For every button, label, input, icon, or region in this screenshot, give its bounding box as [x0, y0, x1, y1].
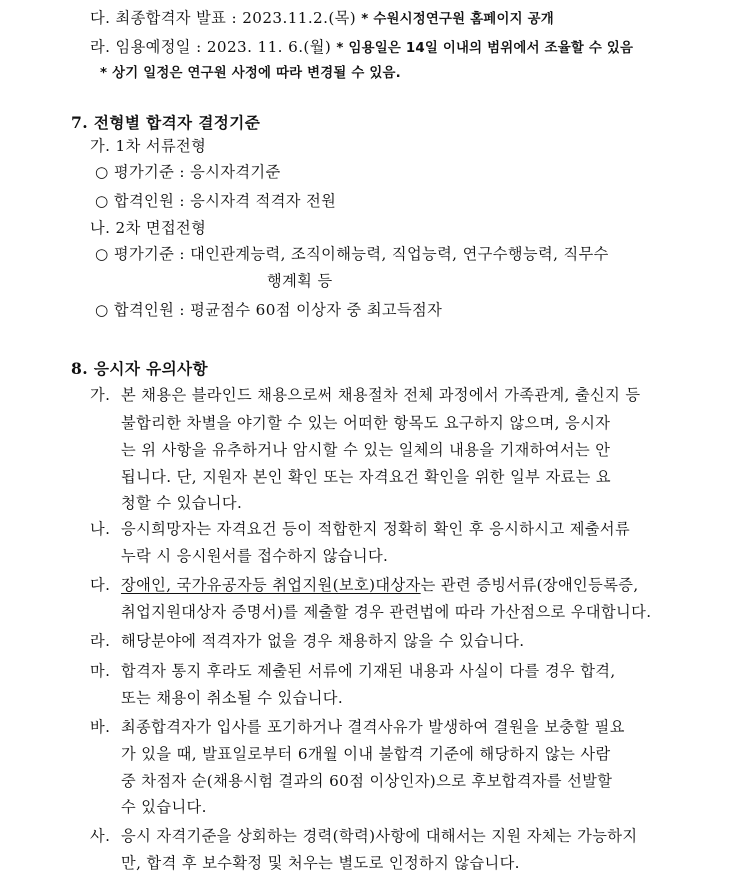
interview-criteria: ○ 평가기준 : 대인관계능력, 조직이해능력, 직업능력, 연구수행능력, 직무수: [95, 245, 609, 263]
notice-item-sa-line: 만, 합격 후 보수확정 및 처우는 별도로 인정하지 않습니다.: [121, 854, 520, 872]
notice-item-da-line: 취업지원대상자 증명서)를 제출할 경우 관련법에 따라 가산점으로 우대합니다.: [121, 603, 652, 621]
doc-screening-criteria: ○ 평가기준 : 응시자격기준: [95, 163, 281, 181]
interview-title: 나. 2차 면접전형: [90, 219, 207, 237]
notice-item-ba-line: 최종합격자가 입사를 포기하거나 결격사유가 발생하여 결원을 보충할 필요: [121, 718, 625, 736]
appointment-date-line: [90, 39, 633, 55]
notice-item-da-line: [121, 578, 639, 593]
doc-screening-title: 가. 1차 서류전형: [90, 137, 207, 155]
notice-item-ma-line: 또는 채용이 취소될 수 있습니다.: [121, 689, 344, 707]
interview-criteria-cont: 행계획 등: [267, 272, 333, 290]
appointment-date-note: * 임용일은 14일 이내의 범위에서 조율할 수 있음: [336, 41, 634, 56]
interview-passers: ○ 합격인원 : 평균점수 60점 이상자 중 최고득점자: [95, 301, 443, 319]
notice-item-ga-line: 는 위 사항을 유추하거나 암시할 수 있는 일체의 내용을 기재하여서는 안: [121, 441, 611, 459]
notice-item-ga-line: 불합리한 차별을 야기할 수 있는 어떠한 항목도 요구하지 않으며, 응시자: [121, 414, 611, 432]
notice-item-ma-marker: 마.: [90, 662, 111, 680]
schedule-change-note: * 상기 일정은 연구원 사정에 따라 변경될 수 있음.: [100, 66, 401, 81]
doc-screening-passers: ○ 합격인원 : 응시자격 적격자 전원: [95, 192, 337, 210]
notice-item-ra-marker: 라.: [90, 632, 111, 650]
notice-item-na-marker: 나.: [90, 520, 111, 538]
section7-heading: 7. 전형별 합격자 결정기준: [71, 113, 261, 132]
final-announcement-text: 다. 최종합격자 발표 : 2023.11.2.(목): [90, 9, 362, 27]
notice-item-ba-marker: 바.: [90, 718, 111, 736]
notice-item-na-line: 응시희망자는 자격요건 등이 적합한지 정확히 확인 후 응시하시고 제출서류: [121, 520, 631, 538]
notice-item-da-rest: 는 관련 증빙서류(장애인등록증,: [420, 576, 639, 594]
final-announcement-line: [90, 10, 554, 26]
notice-item-ga-marker: 가.: [90, 386, 111, 404]
section8-heading: 8. 응시자 유의사항: [71, 359, 208, 378]
notice-item-ba-line: 가 있을 때, 발표일로부터 6개월 이내 불합격 기준에 해당하지 않는 사람: [121, 745, 611, 763]
notice-item-ma-line: 합격자 통지 후라도 제출된 서류에 기재된 내용과 사실이 다를 경우 합격,: [121, 662, 616, 680]
notice-item-ga-line: 청할 수 있습니다.: [121, 494, 243, 512]
appointment-date-text: 라. 임용예정일 : 2023. 11. 6.(월): [90, 38, 337, 56]
notice-item-sa-line: 응시 자격기준을 상회하는 경력(학력)사항에 대해서는 지원 자체는 가능하지: [121, 827, 638, 845]
notice-item-ra-line: 해당분야에 적격자가 없을 경우 채용하지 않을 수 있습니다.: [121, 632, 525, 650]
notice-item-sa-marker: 사.: [90, 827, 111, 845]
notice-item-ga-line: 본 채용은 블라인드 채용으로써 채용절차 전체 과정에서 가족관계, 출신지 등: [121, 386, 641, 404]
final-announcement-note: * 수원시정연구원 홈페이지 공개: [361, 12, 554, 27]
preferential-target-underline: 장애인, 국가유공자등 취업지원(보호)대상자: [121, 576, 421, 594]
notice-item-ba-line: 수 있습니다.: [121, 798, 207, 816]
notice-item-da-marker: 다.: [90, 576, 111, 594]
notice-item-ba-line: 중 차점자 순(채용시험 결과의 60점 이상인자)으로 후보합격자를 선발할: [121, 772, 613, 790]
notice-item-na-line: 누락 시 응시원서를 접수하지 않습니다.: [121, 547, 389, 565]
notice-item-ga-line: 됩니다. 단, 지원자 본인 확인 또는 자격요건 확인을 위한 일부 자료는 요: [121, 468, 611, 486]
